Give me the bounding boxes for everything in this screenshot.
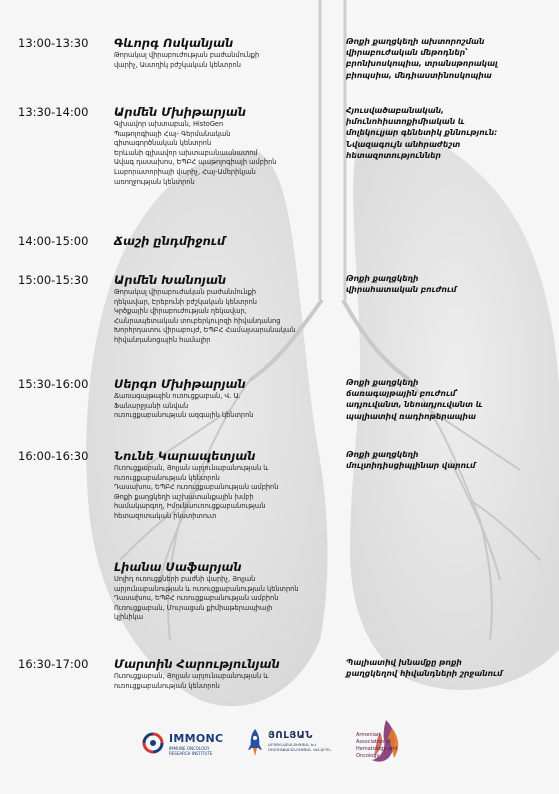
session-time: 15:00-15:30 (18, 273, 89, 287)
speaker-affiliation: Սոլիդ ուռուցքների բաժնի վարիչ, Յոլյան արյունաբանության և ուռուցքաբանության կենտրոն Դասախոս, ԵՊԲՀ ուռուցքաբանության ամբիոն Ուռուցքաբան, Մուրացան քիմիաթերապիայի կլինիկա (114, 575, 299, 622)
break-title: Ճաշի ընդմիջում (114, 234, 226, 248)
speaker-name: Արմեն Խանոյան (114, 273, 227, 287)
session-time: 15:30-16:00 (18, 377, 89, 391)
aaho-logo: Armenian Association of Hematology and Oncology (356, 732, 398, 759)
speaker-affiliation: Ուռուցքաբան, Յոլյան արյունաբանության և ուռուցքաբանության կենտրոն Դասախոս, ԵՊԲՀ ուռուցքաբանության ամբիոն Թոքի քաղցկեղի աշխատանքային խմբի համակարգող, Իմունաուռուցքաբանության հետազոտական ինստիտուտ (114, 464, 279, 520)
session-time: 16:00-16:30 (18, 449, 89, 463)
speaker-affiliation: Թորակալ վիրաբուժական բաժանմունքի ղեկավար, Էրեբունի բժշկական կենտրոն Կրծքային վիրաբուժության ղեկավար, Հանրապետական տուբերկուլոզի հիվանդանոց Խորհրդատու վիրաբույժ, ԵՊԲՀ Համալսարանական հիվանդանոցային համալիր (114, 288, 296, 344)
session-topic: Պալիատիվ խնամքը թոքի քաղցկեղով հիվանդների շրջանում (346, 658, 503, 679)
rocket-icon (247, 728, 263, 758)
yolyan-logo: ՅՈԼՅԱՆ ԱՐՅՈՒՆԱԲԱՆՈՒԹՅԱՆ ԵՎ ՈՒՌՈՒՑՔԱԲԱՆՈՒԹՅԱՆ ԿԵՆՏՐՈՆ (268, 730, 332, 752)
speaker-affiliation: Գլխավոր ախտաբան, HistoGen Պաթոլոգիայի Հայ- Գերմանական գիտագործնական կենտրոն Երևանի գլխավոր ախտաբանաանատոմ Ավագ դասախոս, ԵՊԲՀ պաթոլոգիայի ամբիոն Լաբորատորիայի վարիչ, Հայ-Ամերիկյան առողջության կենտրոն (114, 120, 277, 186)
session-topic: Թոքի քաղցկեղի վիրահատական բուժում (346, 274, 457, 295)
speaker-name: Արմեն Մխիթարյան (114, 105, 246, 119)
speaker-affiliation: Ճառագայթային ուռուցքաբան, Վ. Ա. Ֆանարջյանի անվան ուռուցքաբանության ազգային կենտրոն (114, 392, 254, 420)
speaker-name: Գևորգ Ոսկանյան (114, 36, 234, 50)
session-topic: Թոքի քաղցկեղի ճառագայթային բուժում՝ ադյուվանտ, նեոադյուվանտ և պալիատիվ ռադիոթերապիա (346, 378, 483, 421)
sponsor-logos (0, 718, 559, 778)
speaker-affiliation: Ուռուցքաբան, Յոլյան արյունաբանության և ուռուցքաբանության կենտրոն (114, 672, 269, 690)
speaker-name: Մարտին Հարությունյան (114, 657, 280, 671)
session-topic: Թոքի քաղցկեղի մուլտիդիսցիպլինար վարում (346, 450, 476, 471)
immonc-logo: IMMONC IMMUNE ONCOLOGY RESEARCH INSTITUTE (142, 730, 242, 764)
speaker-name: Սերգո Մխիթարյան (114, 377, 246, 391)
session-topic: Թոքի քաղցկեղի ախտորոշման վիրաբուժական մեթոդներ՝ բրոնխոսկոպիա, տրանսթորակալ բիոպսիա, մեդիաստինոսկոպիա (346, 37, 498, 80)
speaker-name: Լիանա Սաֆարյան (114, 560, 242, 574)
immonc-mark-icon (142, 732, 164, 754)
session-time: 13:30-14:00 (18, 105, 89, 119)
session-time: 14:00-15:00 (18, 234, 89, 248)
session-time: 16:30-17:00 (18, 657, 89, 671)
speaker-affiliation: Թորակալ վիրաբուժության բաժանմունքի վարիչ, Աստղիկ բժշկական կենտրոն (114, 51, 260, 69)
session-time: 13:00-13:30 (18, 36, 89, 50)
speaker-name: Նունե Կարապետյան (114, 449, 256, 463)
session-topic: Հյուսվածաբանական, իմունոհիստոքիմիական և մոլեկուլյար գենետիկ քննություն։ Նվազագույն անհրաժեշտ հետազոտություններ (346, 106, 498, 160)
